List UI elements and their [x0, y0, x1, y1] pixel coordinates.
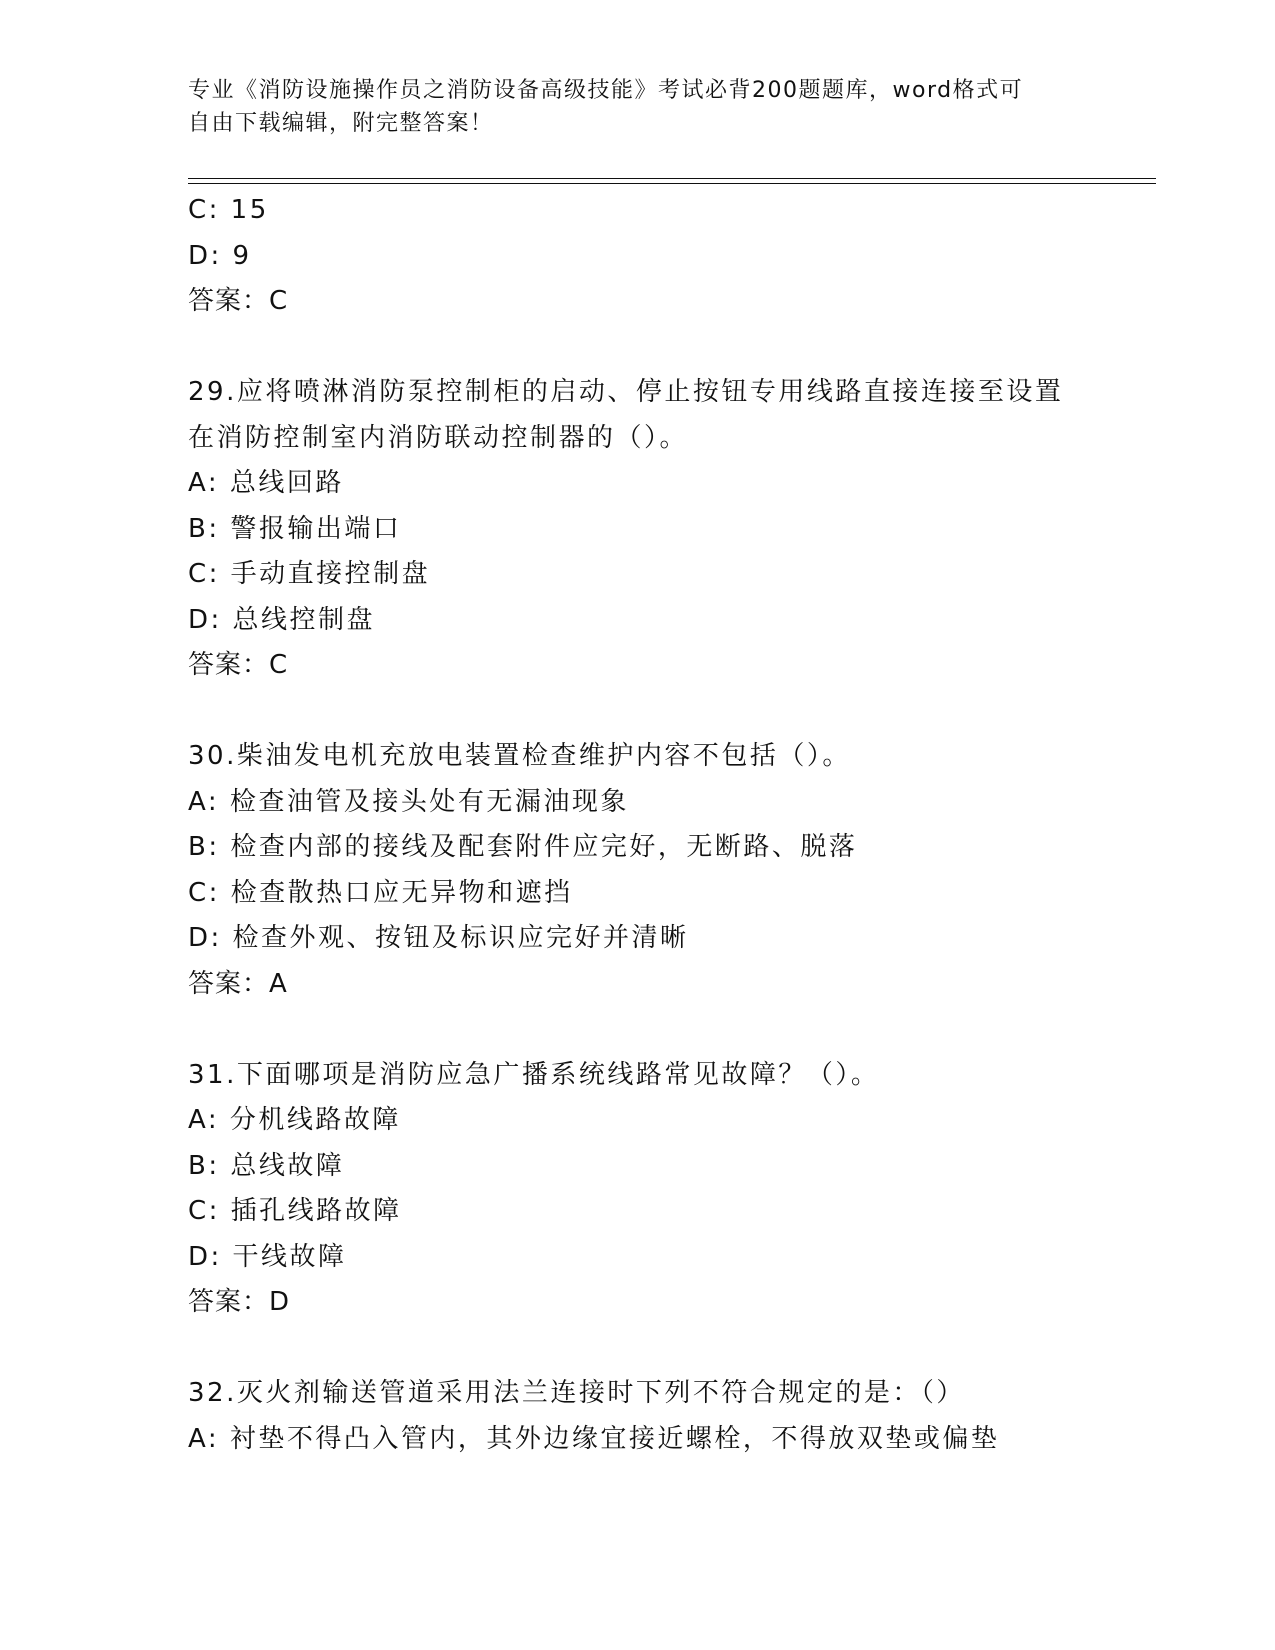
option-d: D: 干线故障 — [188, 1241, 347, 1272]
question-30 — [188, 734, 1156, 1007]
question-28-tail — [188, 188, 1156, 325]
answer-line: 答案：D — [188, 1287, 291, 1317]
option-c: C: 手动直接控制盘 — [188, 559, 431, 589]
option-a: A: 总线回路 — [188, 468, 344, 498]
question-text: 在消防控制室内消防联动控制器的（）。 — [188, 422, 689, 453]
option-c: C: 检查散热口应无异物和遮挡 — [188, 877, 573, 908]
option-d: D: 检查外观、按钮及标识应完好并清晰 — [188, 923, 689, 953]
header-divider-bottom — [188, 183, 1156, 184]
question-29 — [188, 370, 1156, 689]
question-text: 31.下面哪项是消防应急广播系统线路常见故障？（）。 — [188, 1059, 880, 1090]
option-c: C: 15 — [188, 195, 269, 225]
answer-line: 答案：A — [188, 968, 288, 999]
question-list — [188, 188, 1156, 1462]
question-31 — [188, 1053, 1156, 1326]
option-a: A: 衬垫不得凸入管内，其外边缘宜接近螺栓，不得放双垫或偏垫 — [188, 1423, 1000, 1454]
question-text: 32.灭火剂输送管道采用法兰连接时下列不符合规定的是：（） — [188, 1378, 965, 1408]
answer-line: 答案：C — [188, 650, 289, 680]
option-b: B: 警报输出端口 — [188, 513, 402, 544]
question-text: 30.柴油发电机充放电装置检查维护内容不包括（）。 — [188, 741, 851, 771]
option-c: C: 插孔线路故障 — [188, 1196, 402, 1226]
option-b: B: 检查内部的接线及配套附件应完好，无断路、脱落 — [188, 832, 858, 862]
header-line-2: 自由下载编辑，附完整答案！ — [188, 111, 494, 136]
header-line-1: 专业《消防设施操作员之消防设备高级技能》考试必背200题题库，word格式可 — [188, 78, 1024, 103]
document-header — [188, 74, 1088, 140]
question-text: 29.应将喷淋消防泵控制柜的启动、停止按钮专用线路直接连接至设置 — [188, 377, 1064, 407]
option-a: A: 检查油管及接头处有无漏油现象 — [188, 786, 629, 817]
option-a: A: 分机线路故障 — [188, 1105, 401, 1135]
option-d: D: 9 — [188, 240, 252, 271]
option-d: D: 总线控制盘 — [188, 604, 376, 635]
header-divider-top — [188, 178, 1156, 179]
option-b: B: 总线故障 — [188, 1150, 345, 1181]
question-32 — [188, 1371, 1156, 1462]
answer-line: 答案：C — [188, 286, 289, 316]
